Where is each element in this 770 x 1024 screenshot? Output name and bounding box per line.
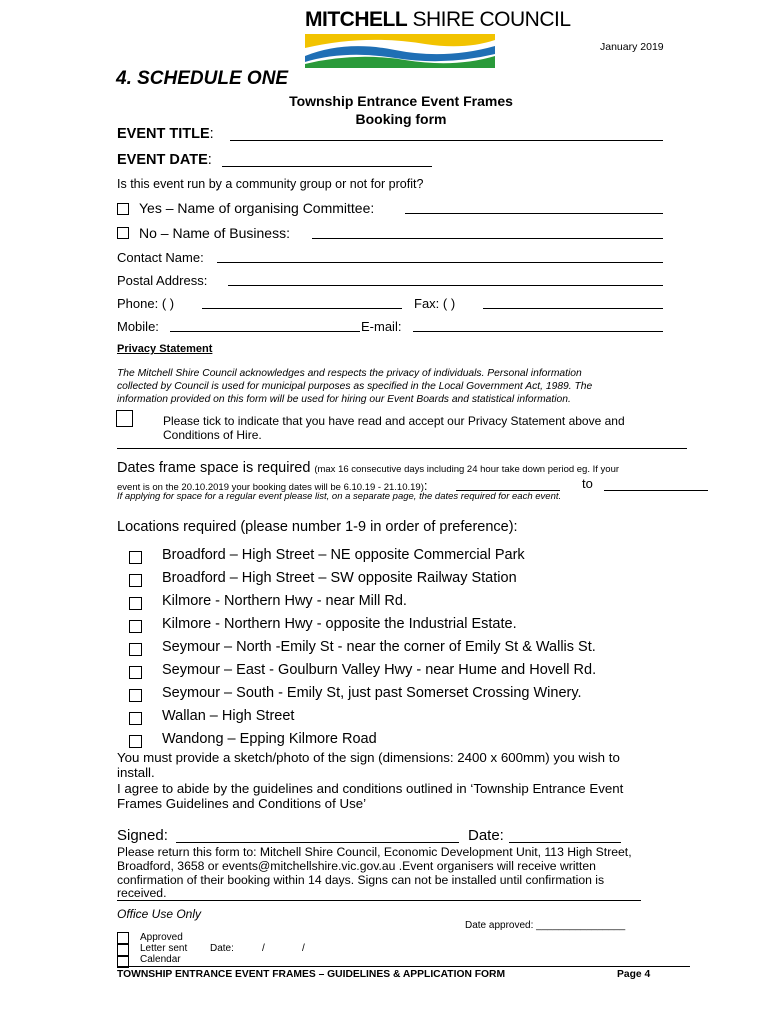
approved-label: Approved: [140, 932, 183, 943]
signed-date-label: Date:: [468, 827, 504, 844]
postal-field[interactable]: [228, 285, 663, 286]
mobile-field[interactable]: [170, 331, 360, 332]
no-checkbox[interactable]: [117, 227, 129, 239]
office-use-heading: Office Use Only: [117, 907, 202, 921]
footer-title: TOWNSHIP ENTRANCE EVENT FRAMES – GUIDELINES & APPLICATION FORM: [117, 969, 506, 980]
privacy-line-3: information provided on this form will be used for hiring our Event Boards and statistical information.: [117, 394, 571, 405]
location-checkbox[interactable]: [129, 620, 142, 633]
privacy-line-1: The Mitchell Shire Council acknowledges and respects the privacy of individuals. Personal information: [117, 368, 582, 379]
return-line-4: received.: [117, 886, 167, 900]
council-logo-graphic: [305, 34, 495, 68]
sketch-line-4: Frames Guidelines and Conditions of Use’: [117, 796, 367, 811]
fax-label: Fax: ( ): [414, 296, 456, 311]
location-checkbox[interactable]: [129, 689, 142, 702]
location-checkbox[interactable]: [129, 735, 142, 748]
location-checkbox[interactable]: [129, 574, 142, 587]
date-slash: /: [302, 943, 305, 954]
dates-heading: Dates frame space is required (max 16 consecutive days including 24 hour take down period eg. If your: [117, 460, 620, 476]
phone-field[interactable]: [202, 308, 402, 309]
location-item: Seymour – North -Emily St - near the corner of Emily St & Wallis St.: [162, 639, 596, 655]
contact-field[interactable]: [217, 262, 663, 263]
location-item: Seymour – East - Goulburn Valley Hwy - near Hume and Hovell Rd.: [162, 662, 597, 678]
contact-label: Contact Name:: [117, 250, 204, 265]
council-logo-text: [305, 8, 571, 32]
schedule-title: 4. SCHEDULE ONE: [116, 68, 289, 89]
postal-label: Postal Address:: [117, 273, 208, 288]
office-date-label: Date:: [210, 943, 234, 954]
locations-heading: Locations required (please number 1-9 in order of preference):: [117, 519, 518, 535]
footer-rule: [117, 966, 690, 967]
calendar-label: Calendar: [140, 954, 181, 965]
dates-note-2: event is on the 20.10.2019 your booking dates will be 6.10.19 - 21.10.19):: [117, 478, 428, 493]
divider: [117, 448, 687, 449]
header-date: January 2019: [600, 41, 664, 53]
privacy-line-2: collected by Council is used for municipal purposes as specified in the Local Government Act, 1989. The: [117, 381, 593, 392]
location-item: Broadford – High Street – SW opposite Railway Station: [162, 570, 517, 586]
letter-sent-label: Letter sent: [140, 943, 188, 954]
date-slash: /: [262, 943, 265, 954]
location-checkbox[interactable]: [129, 666, 142, 679]
dates-note-3: If applying for space for a regular event please list, on a separate page, the dates required for each event.: [117, 491, 562, 502]
divider: [117, 900, 641, 901]
location-checkbox[interactable]: [129, 643, 142, 656]
committee-name-field[interactable]: [405, 213, 663, 214]
location-item: Seymour – South - Emily St, just past Somerset Crossing Winery.: [162, 685, 582, 701]
return-line-1: Please return this form to: Mitchell Shire Council, Economic Development Unit, 113 High Street,: [117, 845, 632, 859]
location-checkbox[interactable]: [129, 551, 142, 564]
date-approved: Date approved: ________________: [465, 920, 626, 931]
sketch-line-1: You must provide a sketch/photo of the sign (dimensions: 2400 x 600mm) you wish to: [117, 750, 620, 765]
event-date-label: EVENT DATE:: [117, 152, 212, 168]
email-label: E-mail:: [361, 319, 402, 334]
signed-label: Signed:: [117, 827, 168, 844]
return-line-3: confirmation of their booking within 14 days. Signs can not be installed until confirmation is: [117, 873, 605, 887]
location-item: Wallan – High Street: [162, 708, 295, 724]
return-line-2: Broadford, 3658 or events@mitchellshire.vic.gov.au .Event organisers will receive written: [117, 859, 596, 873]
date-to-label: to: [582, 476, 593, 491]
date-to-field[interactable]: [604, 490, 708, 491]
email-field[interactable]: [413, 331, 663, 332]
location-item: Wandong – Epping Kilmore Road: [162, 731, 377, 747]
approved-checkbox[interactable]: [117, 932, 129, 944]
form-title-1: Township Entrance Event Frames: [289, 93, 513, 109]
privacy-tick-line-2: Conditions of Hire.: [163, 428, 262, 442]
letter-sent-checkbox[interactable]: [117, 944, 129, 956]
event-date-field[interactable]: [222, 166, 432, 167]
location-checkbox[interactable]: [129, 597, 142, 610]
logo-bold: MITCHELL: [305, 8, 408, 31]
location-item: Kilmore - Northern Hwy - near Mill Rd.: [162, 593, 407, 609]
no-label: No – Name of Business:: [139, 225, 290, 241]
page-number: Page 4: [617, 969, 651, 980]
location-checkbox[interactable]: [129, 712, 142, 725]
privacy-tick-line-1: Please tick to indicate that you have read and accept our Privacy Statement above and: [163, 414, 625, 428]
yes-label: Yes – Name of organising Committee:: [139, 200, 375, 216]
location-item: Broadford – High Street – NE opposite Commercial Park: [162, 547, 525, 563]
form-title-2: Booking form: [355, 111, 447, 127]
sketch-line-3: I agree to abide by the guidelines and conditions outlined in ‘Township Entrance Event: [117, 781, 624, 796]
signature-field[interactable]: [176, 842, 459, 843]
business-name-field[interactable]: [312, 238, 663, 239]
phone-label: Phone: ( ): [117, 296, 175, 311]
location-item: Kilmore - Northern Hwy - opposite the Industrial Estate.: [162, 616, 517, 632]
mobile-label: Mobile:: [117, 319, 159, 334]
signed-date-field[interactable]: [509, 842, 621, 843]
privacy-accept-checkbox[interactable]: [116, 410, 133, 427]
privacy-heading: Privacy Statement: [117, 343, 213, 355]
fax-field[interactable]: [483, 308, 663, 309]
yes-checkbox[interactable]: [117, 203, 129, 215]
sketch-line-2: install.: [117, 765, 155, 780]
event-title-label: EVENT TITLE:: [117, 126, 214, 142]
event-title-field[interactable]: [230, 140, 663, 141]
logo-rest: SHIRE COUNCIL: [407, 8, 571, 31]
community-question: Is this event run by a community group or not for profit?: [117, 177, 424, 191]
